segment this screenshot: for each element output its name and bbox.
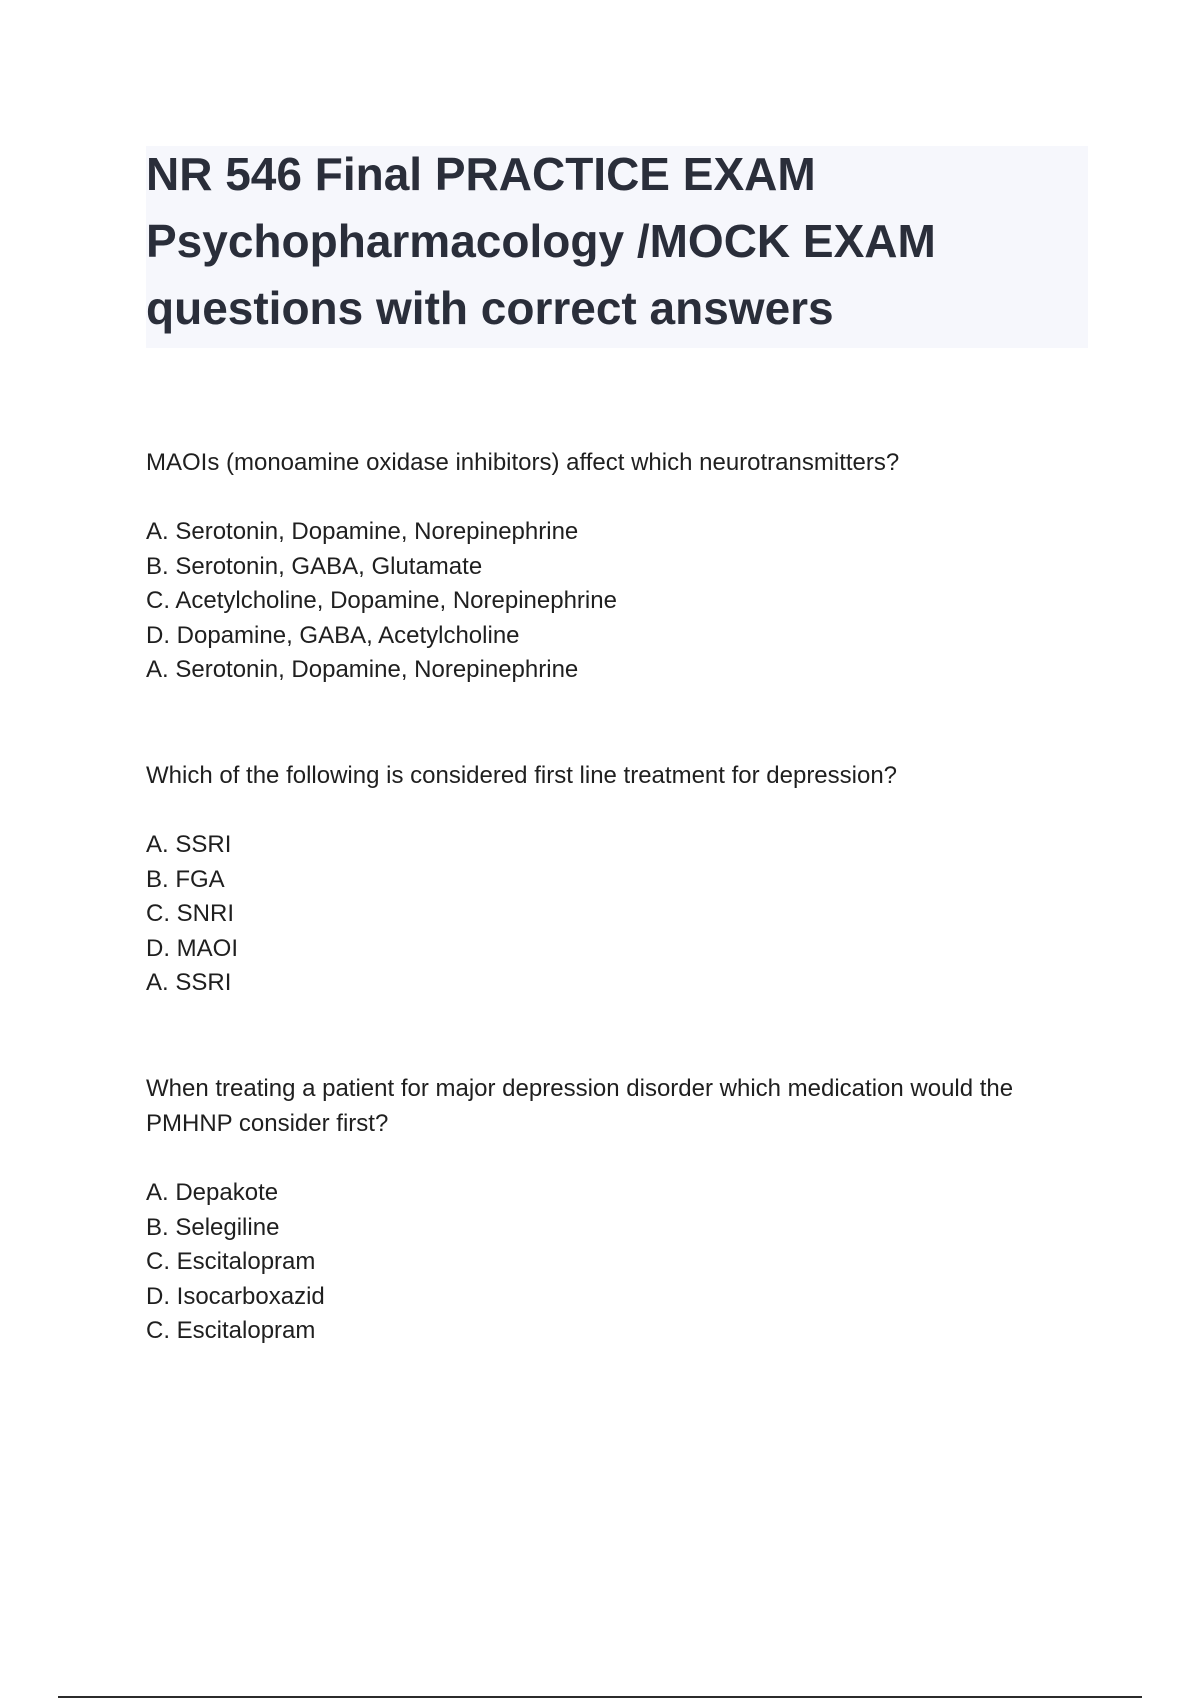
answer-option-a: A. Serotonin, Dopamine, Norepinephrine bbox=[146, 518, 579, 545]
answer-option-b: B. Selegiline bbox=[146, 1213, 280, 1241]
answer-option-c: C. Escitalopram bbox=[146, 1248, 316, 1275]
document-title bbox=[146, 146, 1088, 348]
question-text: Which of the following is considered first line treatment for depression? bbox=[146, 762, 898, 789]
question-text: MAOIs (monoamine oxidase inhibitors) affect which neurotransmitters? bbox=[146, 449, 900, 476]
title-line-1: NR 546 Final PRACTICE EXAM bbox=[146, 148, 816, 200]
answer-option-d: D. Dopamine, GABA, Acetylcholine bbox=[146, 621, 520, 649]
title-line-3: questions with correct answers bbox=[146, 282, 834, 334]
question-block-2 bbox=[146, 758, 1096, 1001]
answer-option-b: B. FGA bbox=[146, 865, 225, 893]
answer-option-d: D. MAOI bbox=[146, 934, 239, 962]
correct-answer: C. Escitalopram bbox=[146, 1317, 316, 1344]
answer-option-d: D. Isocarboxazid bbox=[146, 1282, 325, 1310]
question-block-1 bbox=[146, 445, 1096, 688]
title-line-2: Psychopharmacology /MOCK EXAM bbox=[146, 215, 936, 267]
answer-option-a: A. Depakote bbox=[146, 1179, 279, 1206]
question-block-3 bbox=[146, 1071, 1096, 1349]
answer-option-a: A. SSRI bbox=[146, 831, 232, 858]
correct-answer: A. SSRI bbox=[146, 969, 232, 996]
answer-option-c: C. Acetylcholine, Dopamine, Norepinephrine bbox=[146, 587, 617, 614]
answer-option-c: C. SNRI bbox=[146, 900, 235, 927]
question-text: When treating a patient for major depression disorder which medication would the PMHNP consider first? bbox=[146, 1075, 1014, 1137]
correct-answer: A. Serotonin, Dopamine, Norepinephrine bbox=[146, 656, 579, 683]
footer-divider bbox=[58, 1696, 1142, 1698]
answer-option-b: B. Serotonin, GABA, Glutamate bbox=[146, 552, 483, 580]
